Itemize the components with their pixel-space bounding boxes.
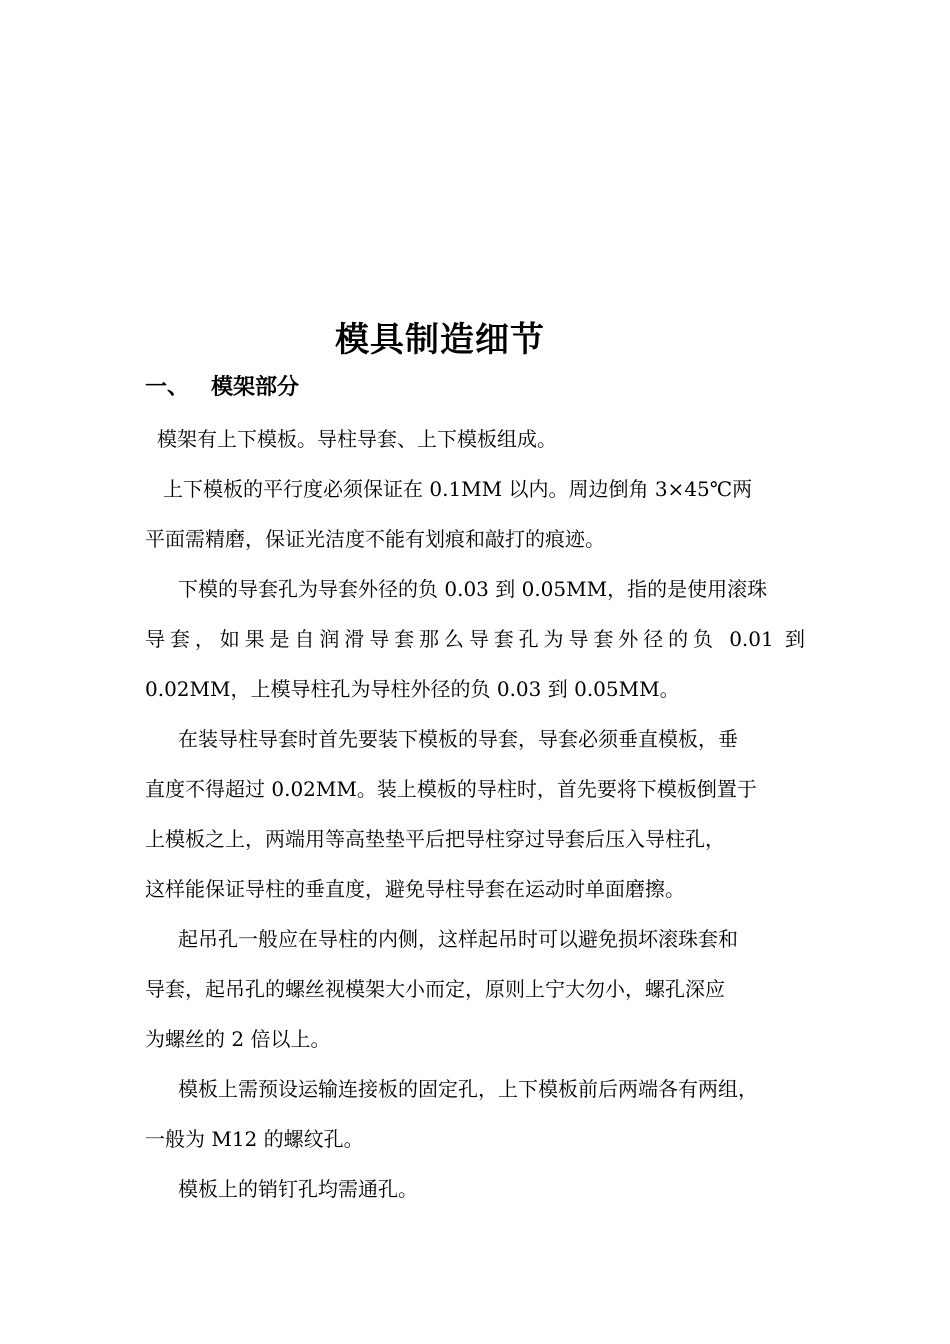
paragraph-line: 导套，起吊孔的螺丝视模架大小而定，原则上宁大勿小，螺孔深应: [145, 977, 725, 1001]
paragraph-line: 平面需精磨，保证光洁度不能有划痕和敲打的痕迹。: [145, 527, 605, 551]
paragraph-line: 导套，如果是自润滑导套那么导套孔为导套外径的负 0.01 到: [145, 627, 805, 651]
paragraph-line: 上模板之上，两端用等高垫垫平后把导柱穿过导套后压入导柱孔，: [145, 827, 725, 851]
paragraph-line: 在装导柱导套时首先要装下模板的导套，导套必须垂直模板，垂: [178, 727, 738, 751]
paragraph-line: 0.02MM，上模导柱孔为导柱外径的负 0.03 到 0.05MM。: [145, 677, 680, 701]
document-title: 模具制造细节: [335, 320, 545, 360]
section-heading-text: 模架部分: [211, 375, 300, 400]
section-number: 一、: [145, 375, 190, 400]
paragraph-line: 模板上需预设运输连接板的固定孔，上下模板前后两端各有两组，: [178, 1077, 758, 1101]
paragraph-line: 直度不得超过 0.02MM。装上模板的导柱时，首先要将下模板倒置于: [145, 777, 757, 801]
paragraph-line: 下模的导套孔为导套外径的负 0.03 到 0.05MM，指的是使用滚珠: [178, 577, 768, 601]
paragraph-line: 模板上的销钉孔均需通孔。: [178, 1177, 418, 1201]
section-heading: [145, 370, 299, 406]
paragraph-line: 一般为 M12 的螺纹孔。: [145, 1127, 364, 1151]
paragraph-line: 上下模板的平行度必须保证在 0.1MM 以内。周边倒角 3×45℃两: [163, 477, 753, 501]
paragraph-line: 为螺丝的 2 倍以上。: [145, 1027, 331, 1051]
paragraph-line: 这样能保证导柱的垂直度，避免导柱导套在运动时单面磨擦。: [145, 877, 685, 901]
paragraph-line: 模架有上下模板。导柱导套、上下模板组成。: [157, 427, 557, 451]
paragraph-line: 起吊孔一般应在导柱的内侧，这样起吊时可以避免损坏滚珠套和: [178, 927, 738, 951]
